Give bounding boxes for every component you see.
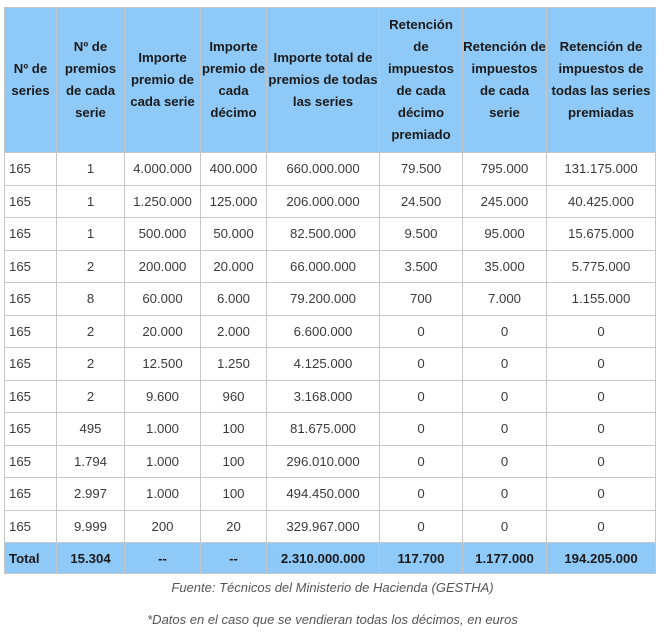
table-cell: 24.500 — [380, 185, 463, 218]
table-cell: 0 — [547, 413, 656, 446]
column-header: Importe premio de cada décimo — [201, 8, 267, 153]
table-cell: 700 — [380, 283, 463, 316]
column-header: Importe total de premios de todas las series — [267, 8, 380, 153]
table-row — [5, 218, 656, 251]
table-cell: 6.600.000 — [267, 315, 380, 348]
table-row — [5, 315, 656, 348]
table-cell: 8 — [57, 283, 125, 316]
total-cell: -- — [125, 543, 201, 574]
table-row — [5, 510, 656, 543]
table-cell: 245.000 — [463, 185, 547, 218]
table-cell: 165 — [5, 283, 57, 316]
table-row — [5, 250, 656, 283]
table-cell: 165 — [5, 478, 57, 511]
table-cell: 165 — [5, 250, 57, 283]
table-cell: 20.000 — [125, 315, 201, 348]
table-cell: 0 — [547, 315, 656, 348]
table-cell: 165 — [5, 315, 57, 348]
table-cell: 100 — [201, 413, 267, 446]
table-cell: 82.500.000 — [267, 218, 380, 251]
table-cell: 1.000 — [125, 478, 201, 511]
table-cell: 0 — [463, 413, 547, 446]
total-cell: 194.205.000 — [547, 543, 656, 574]
table-row — [5, 348, 656, 381]
table-cell: 206.000.000 — [267, 185, 380, 218]
total-cell: 15.304 — [57, 543, 125, 574]
table-cell: 50.000 — [201, 218, 267, 251]
table-cell: 79.500 — [380, 153, 463, 186]
table-cell: 795.000 — [463, 153, 547, 186]
table-cell: 9.500 — [380, 218, 463, 251]
table-cell: 2 — [57, 250, 125, 283]
table-cell: 0 — [547, 380, 656, 413]
table-cell: 400.000 — [201, 153, 267, 186]
table-header — [5, 8, 656, 153]
table-cell: 7.000 — [463, 283, 547, 316]
table-cell: 20 — [201, 510, 267, 543]
table-cell: 0 — [380, 315, 463, 348]
table-cell: 2.000 — [201, 315, 267, 348]
table-cell: 4.000.000 — [125, 153, 201, 186]
table-cell: 200.000 — [125, 250, 201, 283]
table-cell: 165 — [5, 185, 57, 218]
total-label: Total — [5, 543, 57, 574]
table-cell: 165 — [5, 380, 57, 413]
table-cell: 9.600 — [125, 380, 201, 413]
table-row — [5, 478, 656, 511]
table-cell: 2 — [57, 348, 125, 381]
column-header: Retención de impuestos de cada décimo premiado — [380, 8, 463, 153]
table-cell: 60.000 — [125, 283, 201, 316]
table-cell: 100 — [201, 445, 267, 478]
table-cell: 100 — [201, 478, 267, 511]
total-row — [5, 543, 656, 574]
table-cell: 20.000 — [201, 250, 267, 283]
table-cell: 81.675.000 — [267, 413, 380, 446]
table-cell: 165 — [5, 153, 57, 186]
total-cell: 117.700 — [380, 543, 463, 574]
table-cell: 1.000 — [125, 445, 201, 478]
table-cell: 0 — [463, 348, 547, 381]
table-row — [5, 413, 656, 446]
table-cell: 0 — [463, 478, 547, 511]
table-cell: 12.500 — [125, 348, 201, 381]
table-cell: 0 — [463, 445, 547, 478]
table-row — [5, 445, 656, 478]
table-cell: 3.500 — [380, 250, 463, 283]
table-cell: 2.997 — [57, 478, 125, 511]
table-cell: 0 — [380, 510, 463, 543]
table-cell: 296.010.000 — [267, 445, 380, 478]
table-row — [5, 153, 656, 186]
table-cell: 40.425.000 — [547, 185, 656, 218]
table-cell: 79.200.000 — [267, 283, 380, 316]
table-cell: 0 — [380, 348, 463, 381]
table-cell: 0 — [547, 445, 656, 478]
header-row — [5, 8, 656, 153]
table-cell: 1 — [57, 153, 125, 186]
table-cell: 1.000 — [125, 413, 201, 446]
table-cell: 35.000 — [463, 250, 547, 283]
lottery-prize-table-container — [4, 7, 655, 574]
table-cell: 495 — [57, 413, 125, 446]
table-cell: 494.450.000 — [267, 478, 380, 511]
table-cell: 6.000 — [201, 283, 267, 316]
column-header: Nº de premios de cada serie — [57, 8, 125, 153]
table-cell: 165 — [5, 445, 57, 478]
column-header: Nº de series — [5, 8, 57, 153]
table-cell: 500.000 — [125, 218, 201, 251]
table-cell: 960 — [201, 380, 267, 413]
footnote: *Datos en el caso que se vendieran todas los décimos, en euros — [147, 612, 518, 627]
table-cell: 95.000 — [463, 218, 547, 251]
table-cell: 131.175.000 — [547, 153, 656, 186]
table-cell: 0 — [380, 413, 463, 446]
table-row — [5, 185, 656, 218]
table-cell: 1.250.000 — [125, 185, 201, 218]
table-cell: 2 — [57, 380, 125, 413]
table-cell: 0 — [463, 510, 547, 543]
total-cell: -- — [201, 543, 267, 574]
table-cell: 0 — [463, 380, 547, 413]
table-cell: 165 — [5, 348, 57, 381]
table-cell: 3.168.000 — [267, 380, 380, 413]
table-cell: 0 — [380, 478, 463, 511]
total-cell: 2.310.000.000 — [267, 543, 380, 574]
table-cell: 5.775.000 — [547, 250, 656, 283]
table-cell: 66.000.000 — [267, 250, 380, 283]
total-cell: 1.177.000 — [463, 543, 547, 574]
table-body — [5, 153, 656, 543]
table-cell: 0 — [380, 380, 463, 413]
table-cell: 15.675.000 — [547, 218, 656, 251]
table-cell: 1 — [57, 185, 125, 218]
table-cell: 0 — [380, 445, 463, 478]
column-header: Importe premio de cada serie — [125, 8, 201, 153]
table-cell: 1.250 — [201, 348, 267, 381]
table-cell: 165 — [5, 218, 57, 251]
table-cell: 1.155.000 — [547, 283, 656, 316]
table-cell: 2 — [57, 315, 125, 348]
table-cell: 0 — [547, 348, 656, 381]
table-cell: 0 — [463, 315, 547, 348]
table-cell: 165 — [5, 510, 57, 543]
table-cell: 329.967.000 — [267, 510, 380, 543]
table-cell: 4.125.000 — [267, 348, 380, 381]
table-row — [5, 380, 656, 413]
table-cell: 125.000 — [201, 185, 267, 218]
table-cell: 9.999 — [57, 510, 125, 543]
source-note: Fuente: Técnicos del Ministerio de Hacienda (GESTHA) — [171, 580, 494, 595]
table-cell: 660.000.000 — [267, 153, 380, 186]
table-cell: 0 — [547, 478, 656, 511]
table-row — [5, 283, 656, 316]
table-cell: 1.794 — [57, 445, 125, 478]
column-header: Retención de impuestos de todas las series premiadas — [547, 8, 656, 153]
table-cell: 1 — [57, 218, 125, 251]
table-cell: 165 — [5, 413, 57, 446]
lottery-prize-table — [4, 7, 656, 574]
table-cell: 0 — [547, 510, 656, 543]
table-cell: 200 — [125, 510, 201, 543]
column-header: Retención de impuestos de cada serie — [463, 8, 547, 153]
table-footer — [5, 543, 656, 574]
